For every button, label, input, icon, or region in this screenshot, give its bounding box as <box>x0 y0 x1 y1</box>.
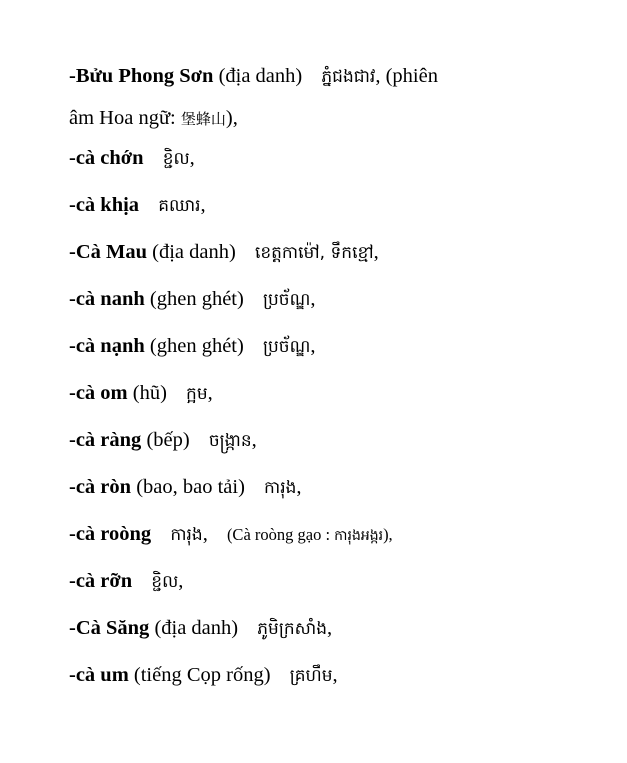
entry-headword: -cà ròn <box>69 476 132 498</box>
entry-ca-um <box>69 665 589 686</box>
entry-headword: -cà um <box>69 664 129 686</box>
entry-khmer: ភ្នំជងជាវ <box>321 67 376 87</box>
entry-note <box>227 525 393 544</box>
entry-headword: -cà khịa <box>69 194 140 216</box>
entry-ca-roong <box>69 524 589 545</box>
entry-headword: -Bửu Phong Sơn <box>69 65 214 87</box>
entry-gloss: (bao, bao tải) <box>136 476 245 498</box>
entry-ca-ron <box>69 477 589 498</box>
entry-khmer: ខ្ជិល <box>151 572 179 592</box>
entry-khmer: ការុង <box>264 478 297 498</box>
entry-headword: -Cà Mau <box>69 241 148 263</box>
entry-punct: , <box>296 476 302 498</box>
entry-ca-ron-2 <box>69 571 589 592</box>
entry-khmer: ក្អម <box>186 384 208 404</box>
entry-ca-nanh <box>69 289 589 310</box>
entry-ca-mau <box>69 242 589 263</box>
entry-khmer: ប្រច័ណ្ឌ <box>262 337 311 357</box>
entry-punct: , <box>202 523 208 545</box>
entry-hanzi: 堡蜂山 <box>180 110 226 128</box>
entry-gloss: (địa danh) <box>152 241 236 263</box>
entry-headword: -cà ràng <box>69 429 142 451</box>
entry-ca-sang <box>69 618 589 639</box>
entry-ca-khia <box>69 195 589 216</box>
entry-gloss: (bếp) <box>146 429 190 451</box>
entry-punct: , <box>178 570 184 592</box>
entry-ca-rang <box>69 430 589 451</box>
entry-tail-prefix: âm Hoa ngữ: <box>69 107 181 129</box>
entry-gloss: (tiếng Cọp rống) <box>133 664 271 686</box>
entry-punct: , <box>327 617 333 639</box>
entry-khmer: ចង្ក្រាន <box>208 431 252 451</box>
entry-gloss: (hũ) <box>132 382 167 404</box>
entry-punct: , <box>189 147 195 169</box>
entry-khmer: ខេត្តកាម៉ៅ, ទឹកខ្មៅ <box>254 243 374 263</box>
entry-gloss: (địa danh) <box>154 617 239 639</box>
entry-gloss: (ghen ghét) <box>149 335 244 357</box>
entry-khmer: ខ្ជិល <box>162 149 190 169</box>
entry-headword: -cà chớn <box>69 147 144 169</box>
entry-tail-suffix: ), <box>225 107 238 129</box>
entry-punct: , <box>332 664 338 686</box>
entry-khmer: គឈារ <box>158 196 201 216</box>
entry-headword: -cà nanh <box>69 288 145 310</box>
entry-ca-om <box>69 383 589 404</box>
entry-punct: , <box>310 335 316 357</box>
entry-gloss: (ghen ghét) <box>149 288 244 310</box>
entry-ca-chon <box>69 148 589 169</box>
entry-punct: , <box>207 382 213 404</box>
entry-headword: -cà rỡn <box>69 570 133 592</box>
entry-headword: -cà roòng <box>69 523 152 545</box>
entry-khmer: ការុង <box>170 525 203 545</box>
entry-khmer: ភូមិក្រសាំង <box>257 619 328 639</box>
entry-buu-phong-son <box>69 66 589 87</box>
entry-note-suffix: ), <box>383 525 393 544</box>
entry-punct: , <box>310 288 316 310</box>
entry-khmer: គ្រហឹម <box>289 666 333 686</box>
entry-headword: -cà nạnh <box>69 335 145 357</box>
entry-headword: -Cà Săng <box>69 617 150 639</box>
entry-tail: , (phiên <box>375 65 438 87</box>
entry-khmer: ប្រច័ណ្ឌ <box>262 290 311 310</box>
entry-note-khmer: ការុងអង្ករ <box>334 528 384 544</box>
entry-note-prefix: (Cà roòng gạo : <box>226 525 335 544</box>
entry-punct: , <box>251 429 257 451</box>
entry-buu-phong-son-line2 <box>69 108 589 129</box>
entry-punct: , <box>200 194 206 216</box>
entry-punct: , <box>373 241 379 263</box>
entry-gloss: (địa danh) <box>218 65 303 87</box>
entry-headword: -cà om <box>69 382 128 404</box>
entry-ca-nanh-2 <box>69 336 589 357</box>
